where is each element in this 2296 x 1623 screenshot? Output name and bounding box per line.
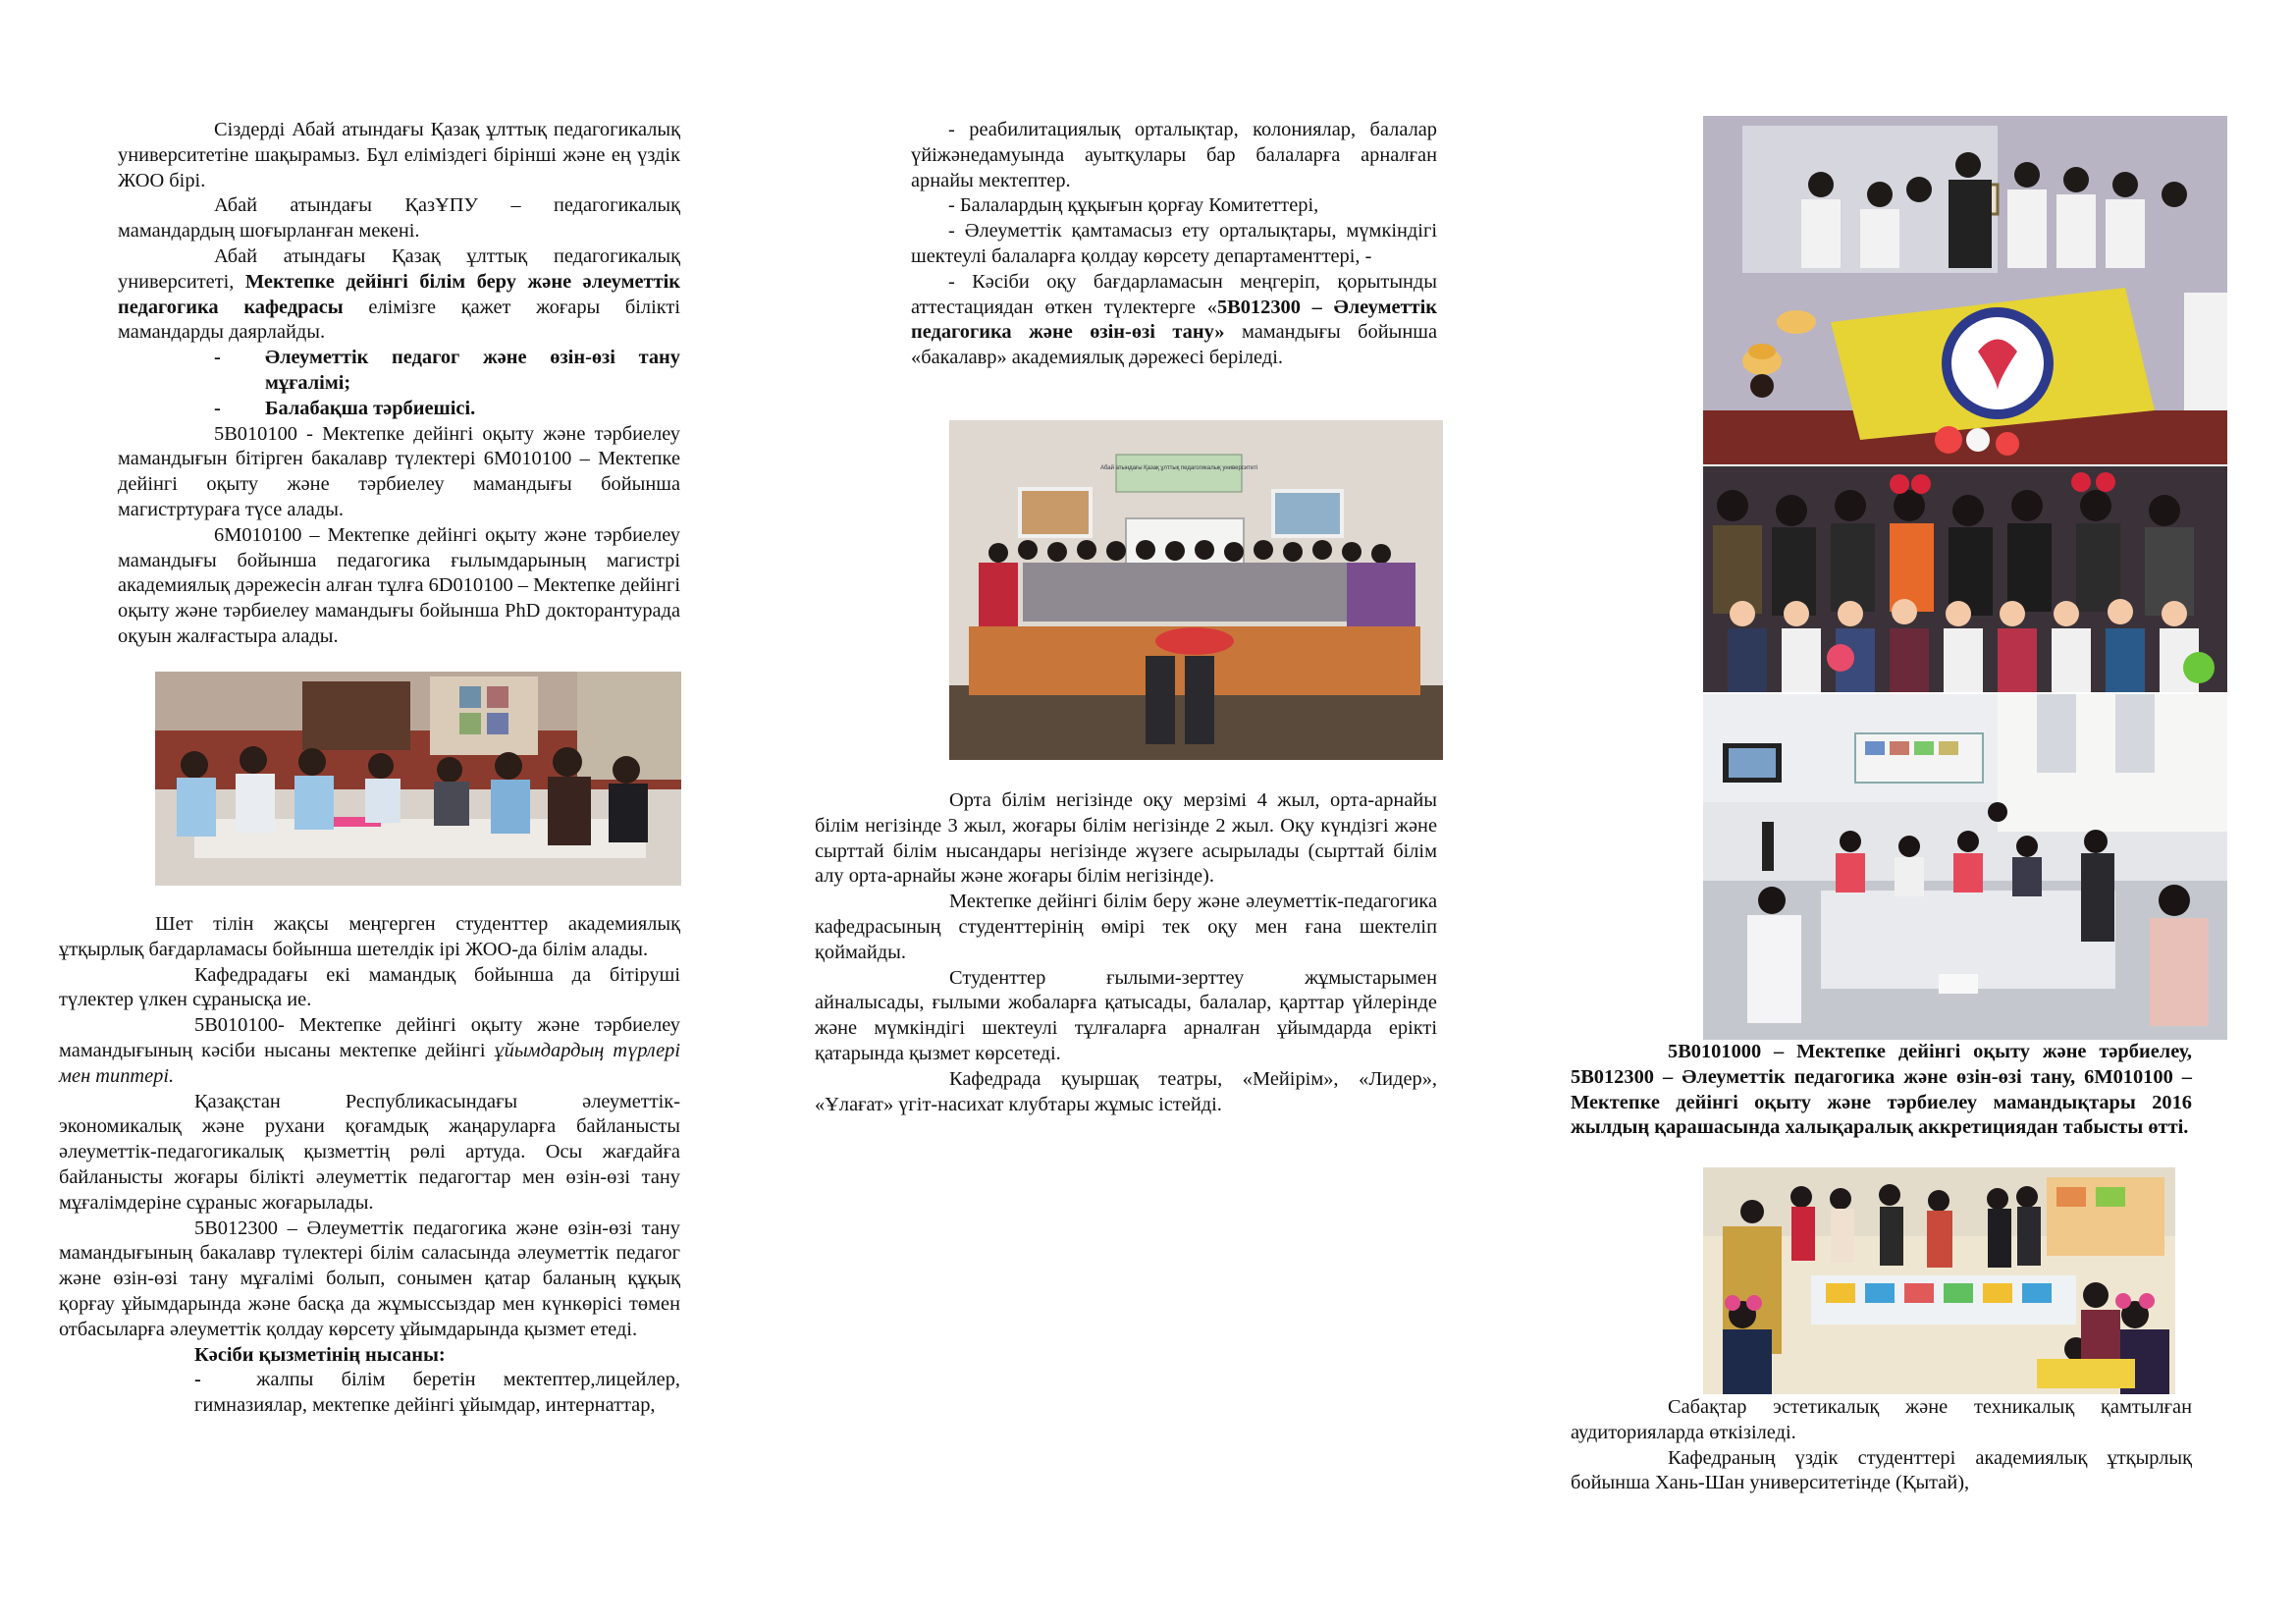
heading-professional-objects: Кәсіби қызметінің нысаны: — [194, 1343, 446, 1366]
list-item-social-pedagogue: - Әлеуметтік педагог және өзін-өзі тану мұғалімі; — [214, 347, 680, 394]
list-item-rehab-centers: - реабилитациялық орталықтар, колониялар, балалар үйіжәнедамуында ауытқулары бар балаларға арналған арнайы мектептер. — [911, 119, 1437, 191]
paragraph-foreign-study: Шет тілін жақсы меңгерген студенттер академиялық ұтқырлық бағдарламасы бойынша шетелдік ірі ЖОО-да білім алады. — [59, 913, 680, 960]
column-right-bottom — [1571, 1395, 2192, 1496]
column-left — [118, 118, 680, 650]
paragraph-5b012300: 5В012300 – Әлеуметтік педагогика және өзін-өзі тану мамандығының бакалавр түлектері білім саласында әлеуметтік педагог және өзін-өзі тану мұғалімі болып, сонымен қатар баланың құқық қорғау ұйымдарында және басқа да жұмыссыздар мен күнкөрісі төмен отбасыларға әлеуметтік қолдау көрсету ұйымдарында қызмет етеді. — [59, 1217, 680, 1340]
paragraph-research: Студенттер ғылыми-зерттеу жұмыстарымен айналысады, ғылыми жобаларға қатысады, балалар, қарттар үйлерінде және мүмкіндігі шектеулі тұлғаларға арналған ұйымдарда ерікті қатарында қызмет көрсетеді. — [815, 966, 1437, 1064]
column-middle-top — [911, 118, 1437, 371]
column-right-accreditation — [1571, 1040, 2192, 1141]
list-item-social-centers: - Әлеуметтік қамтамасыз ету орталықтары, мүмкіндігі шектеулі балаларға қолдау көрсету департаменттері, - — [911, 220, 1437, 267]
classroom-sign-text: Абай атындағы Қазақ ұлттық педагогикалық университеті — [1099, 465, 1258, 471]
paragraph-demand: Кафедрадағы екі мамандық бойынша да бітіруші түлектер үлкен сұранысқа ие. — [59, 963, 680, 1011]
paragraph-hanshan: Кафедраның үздік студенттері академиялық ұтқырлық бойынша Хань-Шан университетінде (Қытай), — [1571, 1446, 2192, 1494]
paragraph-professional-object: 5В010100- Мектепке дейінгі оқыту және тәрбиелеу мамандығының кәсіби нысаны мектепке дейінгі ұйымдардың түрлері мен типтері. — [59, 1014, 680, 1087]
column-left-lower — [59, 912, 680, 1419]
paragraph-student-life: Мектепке дейінгі білім беру және әлеуметтік-педагогика кафедрасының студенттерінің өмірі тек оқу мен ғана шектеліп қоймайды. — [815, 891, 1437, 963]
paragraph-invitation: Сіздерді Абай атындағы Қазақ ұлттық педагогикалық университетіне шақырамыз. Бұл еліміздегі бірінші және ең үздік ЖОО бірі. — [118, 119, 680, 191]
list-item-schools: - жалпы білім беретін мектептер,лицейлер, гимназиялар, мектепке дейінгі ұйымдар, интернаттар, — [194, 1369, 680, 1417]
photo-foreign-guests-visit — [1703, 1167, 2175, 1394]
paragraph-accreditation: 5В0101000 – Мектепке дейінгі оқыту және тәрбиелеу, 5В012300 – Әлеуметтік педагогика және өзін-өзі тану, 6М010100 – Мектепке дейінгі оқыту және тәрбиелеу мамандықтары 2016 жылдың қарашасында халықаралық аккретициядан табысты өтті. — [1571, 1041, 2192, 1139]
photo-seminar-session — [1703, 694, 2227, 1040]
list-item-kindergarten: - Балабақша тәрбиешісі. — [214, 397, 476, 419]
photo-students-meeting — [155, 672, 681, 886]
paragraph-5b010100: 5В010100 - Мектепке дейінгі оқыту және тәрбиелеу мамандығын бітірген бакалавр түлектері 6М010100 – Мектепке дейінгі оқыту және тәрбиелеу мамандығы бойынша магистртураға түсе алады. — [118, 422, 680, 520]
column-middle-bottom — [815, 788, 1437, 1117]
paragraph-study-terms: Орта білім негізінде оқу мерзімі 4 жыл, орта-арнайы білім негізінде 3 жыл, жоғары білім негізінде 2 жыл. Оқу күндізгі және сырттай білім нысандары негізінде жүзеге асырылады (сырттай білім алу орта-арнайы және жоғары білім негізінде). — [815, 789, 1437, 888]
paragraph-kazpu: Абай атындағы ҚазҰПУ – педагогикалық мамандардың шоғырланған мекені. — [118, 194, 680, 243]
paragraph-classes: Сабақтар эстетикалық және техникалық қамтылған аудиторияларда өткізіледі. — [1571, 1396, 2192, 1443]
paragraph-clubs: Кафедрада қуыршақ театры, «Мейірім», «Лидер», «Ұлағат» үгіт-насихат клубтары жұмыс істейді. — [815, 1067, 1437, 1115]
photo-classroom-group — [949, 420, 1443, 760]
paragraph-department: Абай атындағы Қазақ ұлттық педагогикалық университеті, Мектепке дейінгі білім беру және әлеуметтік педагогика кафедрасы елімізге қажет жоғары білікті мамандарды даярлайды. — [118, 244, 680, 344]
paragraph-6m010100: 6М010100 – Мектепке дейінгі оқыту және тәрбиелеу мамандығы бойынша педагогика ғылымдарының магистрі академиялық дәрежесін алған тұлға 6D010100 – Мектепке дейінгі оқыту және тәрбиелеу мамандығы бойынша PhD докторантурада оқуын жалғастыра алады. — [118, 523, 680, 647]
photo-flag-celebration — [1703, 116, 2227, 464]
photo-children-party — [1703, 466, 2227, 692]
paragraph-kazakhstan: Қазақстан Республикасындағы әлеуметтік-экономикалық және рухани қоғамдық жаңаруларға байланысты әлеуметтік-педагогикалық қызметтің рөлі артуда. Осы жағдайға байланысты жоғары білікті әлеуметтік педагогтар мен өзін-өзі тану мұғалімдеріне сұраныс жоғарылады. — [59, 1090, 680, 1214]
paragraph-degree: - Кәсіби оқу бағдарламасын меңгеріп, қорытынды аттестациядан өткен түлектерге «5В012300 – Әлеуметтік педагогика және өзін-өзі тану» мамандығы бойынша «бакалавр» академиялық дәрежесі беріледі. — [911, 270, 1437, 369]
list-item-child-rights: - Балалардың құқығын қорғау Комитеттері, — [948, 194, 1319, 217]
